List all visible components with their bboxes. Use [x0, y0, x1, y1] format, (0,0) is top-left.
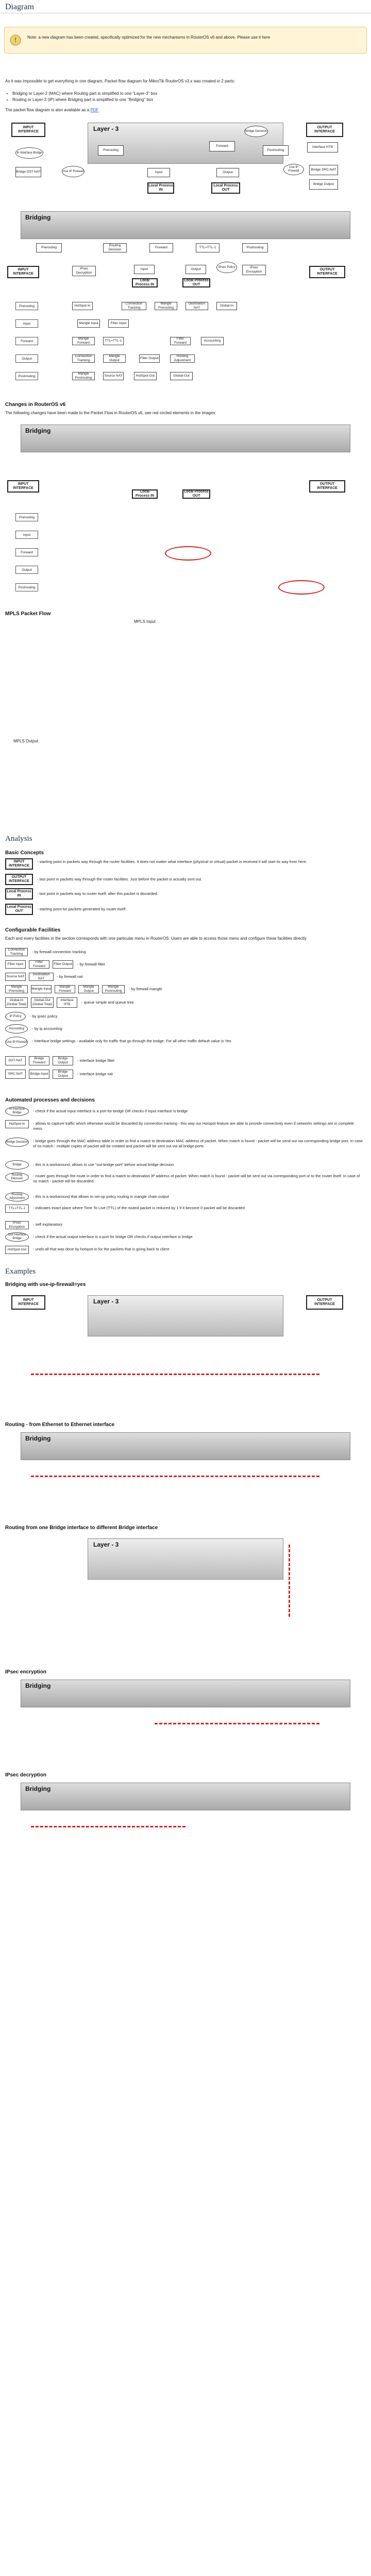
basic-box: Local Process OUT [5, 904, 33, 915]
ex-title: Routing from one Bridge interface to different Bridge interface [5, 1525, 158, 1531]
row-postrouting: Postrouting [15, 583, 38, 591]
interface-htb: Interface HTB [307, 142, 338, 152]
conf-box: Bridge Output [53, 1070, 73, 1079]
changed-marker [165, 546, 211, 561]
changed-marker [278, 580, 325, 595]
intro-text: As it was impossible to get everything in one diagram, Packet flow diagram for MikroTik RouterOS v3.x was created in 2 parts: [5, 79, 235, 83]
auto-label: TTL=TTL-1 [5, 1205, 29, 1213]
bridging-title: Bridging [25, 427, 51, 434]
conf-box: Accounting [5, 1024, 28, 1033]
example-diagram [0, 1679, 371, 1761]
mangle-postrouting: Mangle Postrouting [72, 372, 95, 380]
auto-text: - bridge goes through the MAC address table in order to find a match to destination MAC address of packet. When match is found - packet will be send out via corresponding bridge port. In case of no match - multiple copies of packet will be created and packet will be sent out via all bridge ports [33, 1139, 363, 1148]
forward: Forward [209, 141, 235, 151]
basic-title: Basic Concepts [5, 850, 44, 856]
mangle-prerouting: Mangle Prerouting [155, 302, 177, 310]
connection-tracking: Connection Tracking [72, 354, 95, 363]
intro-bullets [5, 91, 366, 103]
auto-text: - check if the actual output interface is a port for bridge OR checks if output interface is bridge [33, 1234, 193, 1239]
ttl: TTL=TTL-1 [196, 243, 220, 252]
auto-text: - allows to capture traffic which otherwise would be discarded by connection tracking - this way our Hotspot feature are able to provide connectivity even if networks settings are in complete mess [33, 1121, 355, 1131]
row-prerouting: Prerouting [15, 513, 38, 521]
connection-tracking: Connection Tracking [122, 302, 146, 310]
ex-title: Routing - from Ethernet to Ethernet interface [5, 1422, 115, 1428]
configurable-title: Configurable Facilities [5, 927, 61, 933]
examples-title: Examples [5, 1267, 36, 1276]
use-ip-firewall: Use IP Firewall [62, 166, 85, 177]
accounting: Accounting [201, 337, 224, 345]
conf-box: Mangle Forward [55, 985, 75, 993]
auto-label: Bridge [5, 1160, 29, 1170]
ipsec-policy: IPsec Policy [216, 262, 237, 273]
note-icon [10, 35, 21, 46]
packet-path [289, 1545, 290, 1617]
bridge-dst-nat: Bridge DST-NAT [15, 167, 41, 177]
layer3-band [88, 1295, 283, 1336]
input: Input [147, 168, 170, 177]
ex-title: Bridging with use-ip-firewall=yes [5, 1282, 86, 1287]
chain-chips [0, 299, 371, 397]
mpls-input-title: MPLS Input [134, 619, 156, 624]
input-interface: INPUT INTERFACE [7, 480, 39, 493]
packet-path [31, 1374, 319, 1375]
bridging-band [21, 425, 350, 452]
ex-title: IPsec decryption [5, 1772, 47, 1778]
bridging-band [21, 1680, 350, 1707]
pdf-link[interactable]: PDF [90, 108, 99, 112]
conf-box: Filter Forward [29, 960, 49, 969]
conf-text: - Interface bridge settings - available only for traffic that go through the bridge. For all other traffic default value is Yes [32, 1039, 231, 1043]
filter-forward: Filter Forward [170, 337, 191, 345]
conf-box: DST-NAT [5, 1056, 26, 1065]
input: Input [134, 265, 155, 274]
layer3-title: Layer - 3 [93, 1298, 119, 1305]
row-prerouting: Prerouting [15, 302, 38, 310]
prerouting: Prerouting [98, 145, 124, 156]
conf-box: SRC-NAT [5, 1070, 26, 1079]
intro-bullet: • Routing or Layer-3 (IP) where Bridging part is simplified to one "Bridging" box [12, 97, 366, 103]
row-forward: Forward [15, 548, 38, 556]
output-interface: OUTPUT INTERFACE [309, 266, 345, 278]
row-forward: Forward [15, 337, 38, 345]
basic-list [5, 858, 366, 918]
bridging-band [21, 1432, 350, 1460]
prerouting: Prerouting [36, 243, 62, 252]
auto-text: - undo all that was done by hotspot-in for the packets that is going back to client [33, 1247, 170, 1251]
layer3-band [88, 1538, 283, 1580]
conf-text: - interface bridge nat [77, 1072, 113, 1076]
filter-output: Filter Output [139, 354, 160, 363]
bridge-decision: Bridge Decision [244, 126, 268, 137]
src-nat: Source NAT [103, 372, 124, 380]
conf-text: - queue simple and queue tree [81, 1000, 134, 1005]
layer3-title: Layer - 3 [93, 1541, 119, 1548]
conf-box: Interface HTB [57, 997, 77, 1008]
global-out: Global-Out [170, 372, 193, 380]
hotspot-out: HotSpot-Out [134, 372, 157, 380]
local-out: Local Process OUT [182, 489, 210, 499]
output: Output [185, 265, 206, 274]
conf-text: - interface bridge filter [77, 1058, 115, 1063]
note-box [4, 27, 367, 54]
bridging-diagram-v6 [0, 422, 371, 500]
example-diagram [0, 1782, 371, 1864]
changes-text: The following changes have been made to the Packet Flow in RouterOS v6, see red circled elements in the images: [5, 411, 216, 415]
auto-label: Bridge Decision [5, 1138, 29, 1147]
local-in: Local Process IN [132, 489, 158, 499]
conf-box: Bridge Output [53, 1056, 73, 1065]
routing-decision: Routing Decision [103, 243, 127, 252]
intro-bullet: • Bridging or Layer-2 (MAC) where Routing part is simplified to one "Layer-3" box [12, 91, 366, 97]
example-diagram [0, 1431, 371, 1514]
row-input: Input [15, 319, 38, 328]
mpls-output-title: MPLS Output [13, 739, 39, 743]
bridging-title: Bridging [25, 1682, 51, 1689]
output: Output [216, 168, 239, 177]
ipsec-decryption: IPsec Decryption [72, 266, 96, 276]
packet-path [31, 1826, 185, 1827]
auto-label: Routing Decision [5, 1173, 29, 1182]
conf-box: Filter Input [5, 960, 26, 969]
bridging-title: Bridging [25, 1435, 51, 1442]
row-input: Input [15, 531, 38, 539]
mpls-title: MPLS Packet Flow [5, 611, 51, 617]
svg-text:!: ! [14, 37, 17, 44]
conf-box: Destination NAT [29, 973, 54, 981]
output-interface: OUTPUT INTERFACE [309, 480, 345, 493]
configurable-text: Each and every facilities in the section corresponds with one particular menu in RouterOS. Users are able to access those menu and configure these facilities directly [5, 936, 307, 941]
local-out: Local Process OUT [211, 182, 240, 194]
conf-box: Mangle Prerouting [5, 985, 28, 993]
bridging-band [21, 1783, 350, 1810]
mangle-output: Mangle Output [103, 354, 126, 363]
conf-box: Use IP Firewall [5, 1037, 28, 1048]
dst-nat: Destination NAT [185, 302, 208, 310]
input-interface: INPUT INTERFACE [11, 123, 45, 137]
ipsec-encryption: IPsec Encryption [242, 265, 266, 275]
global-in: Global-In [216, 302, 237, 310]
auto-label: In Interface Bridge [5, 1107, 29, 1116]
input-interface: INPUT INTERFACE [7, 266, 39, 278]
auto-text: - router goes through the route in order to find a match to destination IP address of packet. When match is found - packet will be sent out via corresponding port or to the router itself. In case of no match - packet will be discarded. [33, 1174, 360, 1183]
output-interface: OUTPUT INTERFACE [306, 123, 343, 137]
conf-box: Mangle Output [78, 985, 99, 993]
mpls-output-diagram [10, 737, 185, 824]
mangle-forward: Mangle Forward [72, 337, 95, 345]
automated-list [5, 1107, 366, 1261]
basic-text: - starting point in packets way through the router facilities. It does not matter what interface (physical or virtual) packet is received it will start its way from here. [37, 859, 307, 864]
local-in: Local Process IN [147, 182, 174, 194]
row-output: Output [15, 566, 38, 574]
forward: Forward [149, 243, 173, 252]
postrouting: Postrouting [242, 243, 268, 252]
packet-path [155, 1723, 319, 1724]
changes-title: Changes in RouterOS v6 [5, 402, 66, 408]
auto-text: - indicates exact place where Time To Live (TTL) of the routed packet is reduced by 1 if it become 0 packet will be discarded [33, 1206, 245, 1210]
auto-label: HotSpot-Out [5, 1246, 29, 1254]
bridging-title: Bridging [25, 1785, 51, 1792]
conf-text: - by firewall filter [77, 962, 106, 967]
automated-title: Automated processes and decisions [5, 1097, 95, 1103]
basic-text: - last point in packets way through the router facilities. Just before the packet is actually sent out. [37, 877, 203, 882]
pdf-text [5, 107, 366, 113]
conf-text: - by firewall connection tracking [32, 950, 86, 954]
auto-label: Out Interface Bridge [5, 1232, 29, 1242]
page-title: Diagram [5, 3, 34, 11]
pdf-prefix: The packet flow diagram is also available as a [5, 108, 90, 112]
auto-label: HotSpot-In [5, 1120, 29, 1128]
conf-text: - by ipsec policy [30, 1014, 58, 1019]
auto-text: - self explanatory [33, 1222, 63, 1227]
conf-box: Filter Output [53, 960, 73, 969]
conf-text: - by firewall mangle [129, 987, 162, 991]
note-text: Note: a new diagram has been created, specifically optimized for the new mechanisms in RouterOS v6 and above. Please use it here [27, 35, 271, 40]
conf-box: Source NAT [5, 973, 26, 981]
bridging-title: Bridging [25, 214, 51, 221]
layer3-title: Layer - 3 [93, 125, 119, 132]
layer3-diagram [0, 118, 371, 196]
basic-text: - last point in packets way to router itself, after this packet is discarded. [37, 891, 158, 896]
postrouting: Postrouting [263, 145, 289, 156]
in-interface-bridge: In Interface Bridge [15, 147, 43, 159]
example-diagram [0, 1291, 371, 1410]
mangle-input: Mangle Input [77, 319, 100, 328]
mpls-input-diagram [10, 618, 165, 732]
ex-title: IPsec encryption [5, 1669, 47, 1675]
routing-adjustment: Routing Adjustment [170, 354, 195, 363]
conf-box: Global-Out (Global Total) [31, 997, 54, 1008]
conf-box: Connection Tracking [5, 948, 28, 956]
input-interface: INPUT INTERFACE [11, 1295, 45, 1310]
output-interface: OUTPUT INTERFACE [306, 1295, 343, 1310]
hotspot-in: HotSpot-In [72, 302, 93, 310]
local-out: Local Process OUT [182, 278, 210, 287]
conf-box: Bridge Forward [29, 1056, 49, 1065]
use-ip-firewall-out: Use IP Firewall [283, 164, 304, 175]
row-output: Output [15, 354, 38, 363]
basic-box: INPUT INTERFACE [5, 858, 33, 870]
auto-text: - this is a workaround that allows to set-up policy routing in mangle chain output [33, 1194, 169, 1199]
conf-text: - by firewall nat [57, 974, 83, 979]
auto-label: Routing Adjustment [5, 1192, 29, 1201]
bridging-diagram [0, 210, 371, 287]
ttl: TTL=TTL-1 [103, 337, 124, 345]
conf-box: Bridge Input [29, 1070, 49, 1079]
page-header [0, 0, 371, 13]
basic-box: OUTPUT INTERFACE [5, 874, 33, 885]
basic-box: Local Process IN [5, 888, 33, 900]
bridging-band [21, 211, 350, 239]
conf-text: - by ip accounting [32, 1026, 62, 1031]
row-postrouting: Postrouting [15, 372, 38, 380]
conf-box: Mangle Postrouting [102, 985, 125, 993]
bridge-output: Bridge Output [309, 179, 338, 190]
auto-text: - this is a workaround, allows to use "out-bridge-port" before actual bridge decision. [33, 1162, 175, 1167]
local-in: Local Process IN [132, 278, 158, 287]
analysis-title: Analysis [5, 835, 32, 843]
conf-box: IP Policy [5, 1012, 26, 1021]
chain-chips-v6 [0, 510, 371, 603]
auto-label: IPsec Encryption [5, 1221, 29, 1229]
auto-text: - check if the actual input interface is a port for bridge OR checks if input interface is bridge [33, 1109, 188, 1113]
configurable-list [5, 948, 366, 1092]
conf-box: Global-In (Global Total) [5, 997, 28, 1008]
bridge-src-nat: Bridge SRC-NAT [309, 165, 338, 175]
conf-box: Mangle Input [31, 985, 52, 993]
filter-input: Filter Input [108, 319, 129, 328]
example-diagram [0, 1534, 371, 1653]
basic-text: - starting point for packets generated by router itself. [37, 907, 127, 911]
packet-path [31, 1476, 319, 1477]
